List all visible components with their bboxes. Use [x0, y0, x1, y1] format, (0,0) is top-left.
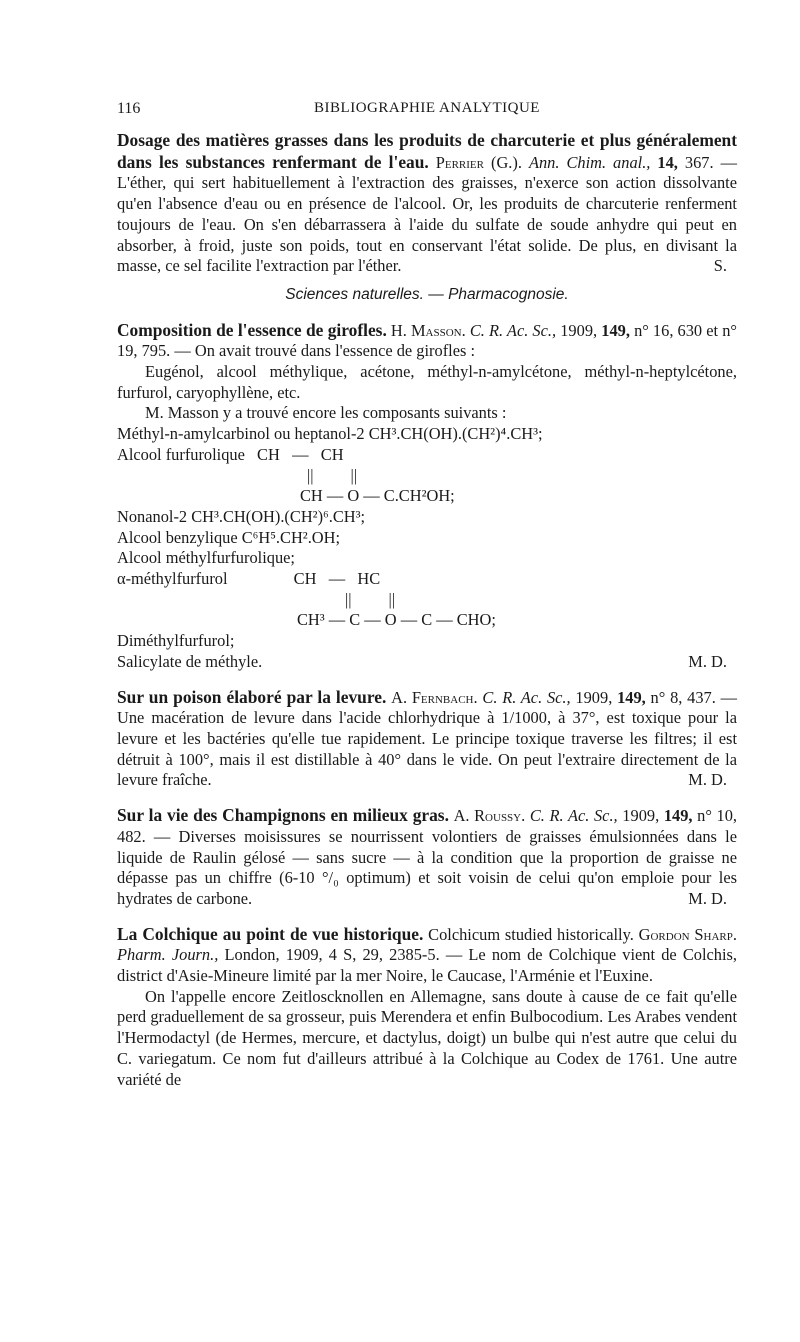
entry-title: Sur un poison élaboré par la levure. [117, 686, 387, 707]
structure-line-2: || || [307, 465, 358, 485]
entry-girofles [117, 320, 737, 673]
entry-signature: M. D. [688, 651, 727, 671]
entry-journal: C. R. Ac. Sc., [529, 806, 618, 826]
entry-body: — Une macération de levure dans l'acide chlorhydrique à 1/1000, à 37°, est toxique pour la levure et les bactéries qu'elle tue rapidement. Le principe toxique traverse les filtres; il est détruit à 100°, mais il est distillable à 40° dans le vide. On peut l'extraire directement de la levure fraîche. [117, 687, 737, 790]
structure-line-3: CH — O — C.CH²OH; [300, 486, 455, 506]
entry-journal: Ann. Chim. anal., [528, 152, 651, 172]
entry-author: Gordon Sharp. [638, 924, 737, 944]
compound-dimethylfurfurol: Diméthylfurfurol; [117, 631, 235, 651]
entry-title: Dosage des matières grasses dans les produits de charcuterie et plus généralement dans les substances renfermant de l'eau. [117, 130, 737, 172]
compound-methyl-salicylate [117, 652, 737, 673]
entry-body: — Diverses moisissures se nourrissent volontiers de graisses émulsionnées dans le liquide de Raulin gélosé — sans sucre — à la condition que la proportion de graisse ne dépasse pas un chiffre (6-10 °/₀ optimum) et soit voisin de celui qu'on emploie pour les hydrates de carbone. [117, 826, 737, 908]
entry-signature: M. D. [688, 888, 727, 908]
structure-line-2: || || [345, 589, 396, 609]
entry-pages: n° 16, 630 et n° 19, 795. [117, 320, 737, 361]
structure-line-3: CH³ — C — O — C — CHO; [297, 610, 496, 630]
compound-list-intro: M. Masson y a trouvé encore les composants suivants : [145, 403, 507, 423]
entry-levure [117, 687, 737, 792]
entry-volume: 14, [657, 152, 678, 172]
compound-heptanol: Méthyl-n-amylcarbinol ou heptanol-2 CH³.CH(OH).(CH²)⁴.CH³; [117, 424, 543, 444]
entry-body-1: London, 1909, 4 S, 29, 2385-5. — Le nom de Colchique vient de Colchis, district d'Asie-Mineure limité par la mer Noire, le Caucase, l'Arménie et l'Euxine. [117, 945, 738, 986]
structure-line-1: CH — CH [257, 444, 344, 464]
entry-author: A. Roussy. [453, 806, 526, 826]
page-content [117, 130, 737, 1090]
entry-title: La Colchique au point de vue historique. [117, 923, 424, 944]
entry-journal: Pharm. Journ., [117, 945, 219, 965]
compound-label: Salicylate de méthyle. [117, 651, 263, 671]
entry-year: 1909, [575, 687, 613, 707]
running-header [117, 100, 737, 124]
entry-pages: n° 8, 437. [650, 687, 716, 707]
entry-body: — L'éther, qui sert habituellement à l'extraction des graisses, n'exerce son action dissolvante qu'en l'absence d'eau ou en présence de l'alcool. Or, les produits de charcuterie renferment toujours de l'eau. On s'en débarrassera à l'aide du sulfate de soude anhydre qui peut en absorber, à froid, juste son poids, tout en conservant l'état solide. De plus, en divisant la masse, ce sel facilite l'extraction par l'éther. [117, 152, 737, 276]
entry-body: — On avait trouvé dans l'essence de girofles : [174, 341, 476, 361]
compound-furfuryl-alcohol [117, 445, 737, 466]
structure-line-1: CH — HC [293, 569, 381, 589]
entry-title: Sur la vie des Champignons en milieux gras. [117, 805, 449, 826]
entry-colchique [117, 924, 737, 1091]
entry-signature: M. D. [688, 770, 727, 790]
compound-benzyl-alcohol: Alcool benzylique C⁶H⁵.CH².OH; [117, 527, 341, 547]
entry-author: Perrier (G.). [435, 152, 522, 172]
entry-pages: n° 10, 482. [117, 806, 738, 846]
entry-champignons [117, 805, 737, 910]
compound-nonanol: Nonanol-2 CH³.CH(OH).(CH²)⁶.CH³; [117, 506, 366, 526]
entry-volume: 149, [617, 687, 646, 707]
entry-year: 1909, [622, 806, 660, 826]
running-title: BIBLIOGRAPHIE ANALYTIQUE [314, 100, 540, 116]
compound-methylfurfurol [117, 569, 737, 590]
compound-label: Alcool furfurolique [117, 444, 245, 464]
entry-signature: S. [713, 256, 727, 276]
compound-label: α-méthylfurfurol [117, 569, 228, 589]
entry-volume: 149, [663, 806, 693, 826]
entry-journal: C. R. Ac. Sc., [469, 320, 557, 340]
entry-subtitle: Colchicum studied historically. [428, 924, 634, 944]
entry-year: 1909, [560, 320, 598, 340]
compound-list-known: Eugénol, alcool méthylique, acétone, méthyl-n-amylcétone, méthyl-n-heptylcétone, furfurol, caryophyllène, etc. [117, 362, 737, 402]
entry-volume: 149, [601, 320, 630, 340]
section-heading: Sciences naturelles. — Pharmacognosie. [285, 285, 569, 303]
entry-pages: 367. [684, 152, 714, 172]
entry-dosage [117, 130, 737, 277]
entry-body-2: On l'appelle encore Zeitloscknollen en Allemagne, sans doute à cause de ce fait qu'elle perd graduellement de sa grosseur, puis Merendera et enfin Bulbocodium. Les Arabes vendent l'Hermodactyl (de Hermes, mercure, et dactylus, doigt) un bulbe qui n'est autre que celui du C. variegatum. Ce nom fut d'ailleurs attribué à la Colchique au Codex de 1761. Une autre variété de [117, 986, 737, 1089]
entry-title: Composition de l'essence de girofles. [117, 319, 387, 340]
entry-journal: C. R. Ac. Sc., [482, 687, 571, 707]
entry-author: H. Masson. [390, 320, 466, 340]
entry-author: A. Fernbach. [391, 687, 478, 707]
page-number: 116 [117, 100, 141, 117]
compound-methylfurfuryl: Alcool méthylfurfurolique; [117, 548, 295, 568]
